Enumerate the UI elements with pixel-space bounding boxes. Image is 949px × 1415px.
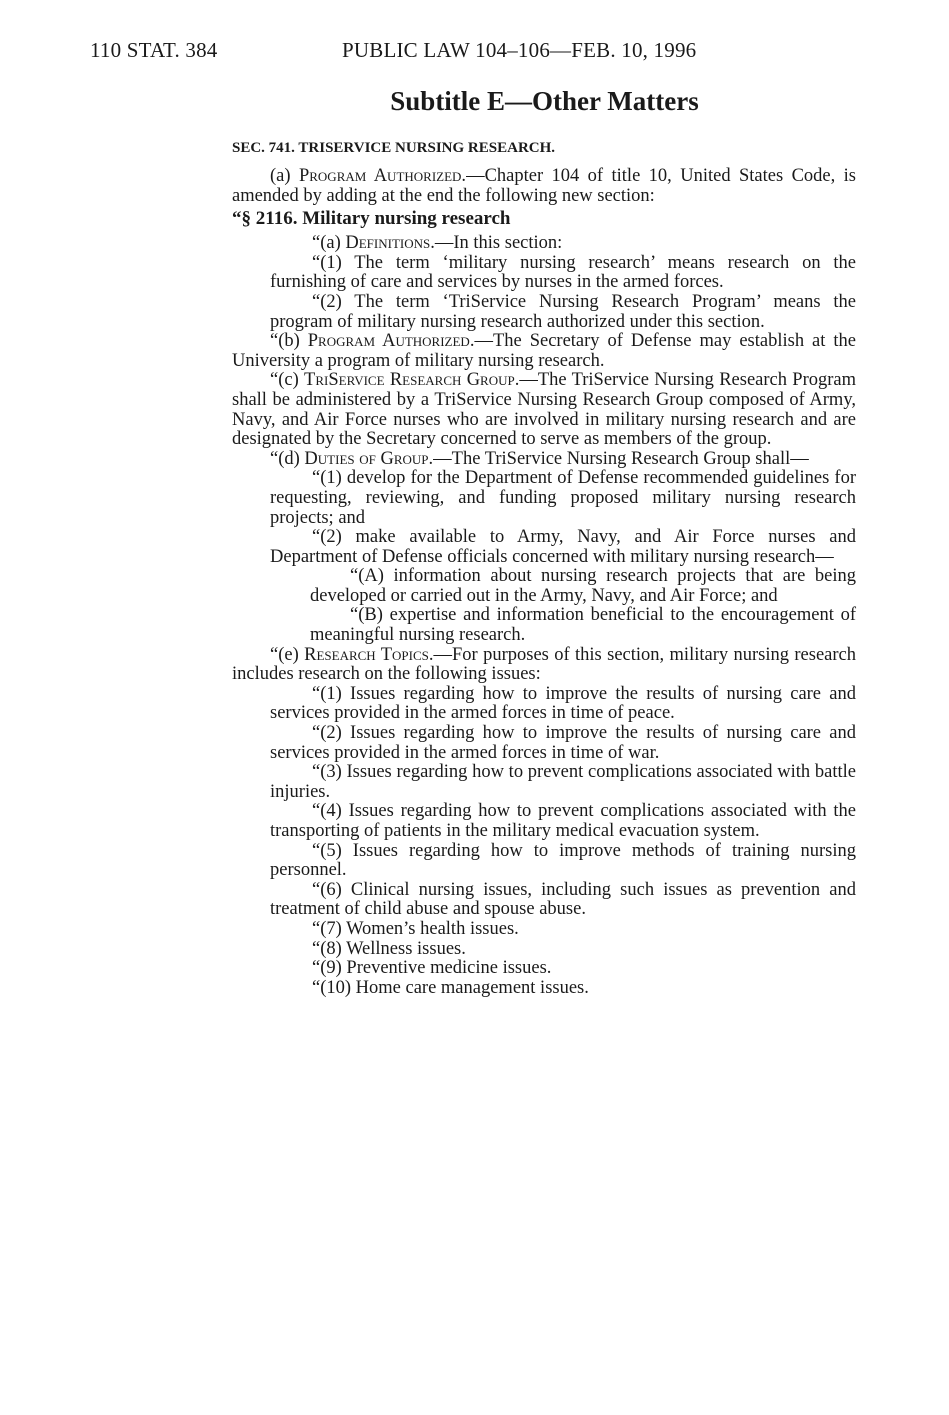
subsection-b-program-authorized	[232, 332, 856, 371]
subsection-caption: Program Authorized.	[307, 331, 475, 352]
subsection-d-duties	[232, 450, 856, 470]
subsection-caption: Definitions.	[345, 233, 435, 254]
subsection-text: —The Secretary of Defense may establish at the University a program of military nursing research.	[232, 331, 856, 371]
definition-1: “(1) The term ‘military nursing research’ means research on the furnishing of care and services by nurses in the armed forces.	[270, 252, 856, 293]
new-section-title: “§ 2116. Military nursing research	[232, 208, 511, 230]
subsection-caption: TriService Research Group.	[304, 370, 520, 391]
subsection-text: —The TriService Nursing Research Group shall—	[433, 448, 809, 469]
subsection-caption: Research Topics.	[304, 644, 434, 665]
topic-6: “(6) Clinical nursing issues, including such issues as prevention and treatment of child abuse and spouse abuse.	[270, 879, 856, 920]
section-heading: SEC. 741. TRISERVICE NURSING RESEARCH.	[232, 140, 556, 156]
topic-10: “(10) Home care management issues.	[312, 977, 589, 998]
subtitle-heading: Subtitle E—Other Matters	[390, 86, 699, 116]
page-reference: 110 STAT. 384	[90, 38, 218, 62]
subsection-text: —For purposes of this section, military nursing research includes research on the following issues:	[232, 644, 856, 685]
topic-5: “(5) Issues regarding how to improve methods of training nursing personnel.	[270, 840, 856, 881]
topic-4: “(4) Issues regarding how to prevent complications associated with the transporting of patients in the military medical evacuation system.	[270, 801, 856, 841]
paragraph-text: —Chapter 104 of title 10, United States Code, is amended by adding at the end the following new section:	[232, 166, 856, 206]
subsection-c-research-group	[232, 371, 856, 449]
subsection-e-research-topics	[232, 646, 856, 685]
topic-9: “(9) Preventive medicine issues.	[312, 958, 552, 979]
topic-8: “(8) Wellness issues.	[312, 938, 466, 959]
topic-3: “(3) Issues regarding how to prevent complications associated with battle injuries.	[270, 762, 856, 802]
duty-2: “(2) make available to Army, Navy, and Air Force nurses and Department of Defense officials concerned with military nursing research—	[270, 527, 856, 567]
subsection-text: —The TriService Nursing Research Program shall be administered by a TriService Nursing Research Group composed of Army, Navy, and Air Force nurses who are involved in military nursing research and are designated by the Secretary concerned to serve as members of the group.	[232, 370, 856, 450]
paragraph-a-program-authorized	[232, 167, 856, 206]
subsection-lead: “(b)	[270, 331, 308, 352]
topic-7: “(7) Women’s health issues.	[312, 918, 519, 939]
running-header: PUBLIC LAW 104–106—FEB. 10, 1996	[342, 38, 697, 62]
paragraph-lead: (a)	[270, 166, 299, 186]
topic-2: “(2) Issues regarding how to improve the results of nursing care and services provided in the armed forces in time of war.	[270, 723, 856, 763]
duty-1: “(1) develop for the Department of Defense recommended guidelines for requesting, reviewing, and funding proposed military nursing research projects; and	[270, 468, 856, 528]
subsection-lead: “(e)	[270, 644, 305, 665]
paragraph-caption: Program Authorized.	[298, 166, 467, 186]
duty-2-a: “(A) information about nursing research projects that are being developed or carried out in the Army, Navy, and Air Force; and	[310, 566, 856, 606]
definition-2: “(2) The term ‘TriService Nursing Research Program’ means the program of military nursing research authorized under this section.	[270, 291, 856, 332]
topic-1: “(1) Issues regarding how to improve the results of nursing care and services provided in the armed forces in time of peace.	[270, 683, 856, 724]
subsection-lead: “(d)	[270, 448, 305, 469]
duty-2-b: “(B) expertise and information beneficial to the encouragement of meaningful nursing research.	[310, 605, 856, 646]
subsection-lead: “(c)	[270, 370, 305, 391]
subsection-a-definitions	[232, 234, 856, 254]
subsection-text: —In this section:	[434, 233, 563, 254]
subsection-lead: “(a)	[312, 233, 346, 254]
document-body	[232, 140, 856, 998]
subsection-caption: Duties of Group.	[304, 448, 434, 469]
